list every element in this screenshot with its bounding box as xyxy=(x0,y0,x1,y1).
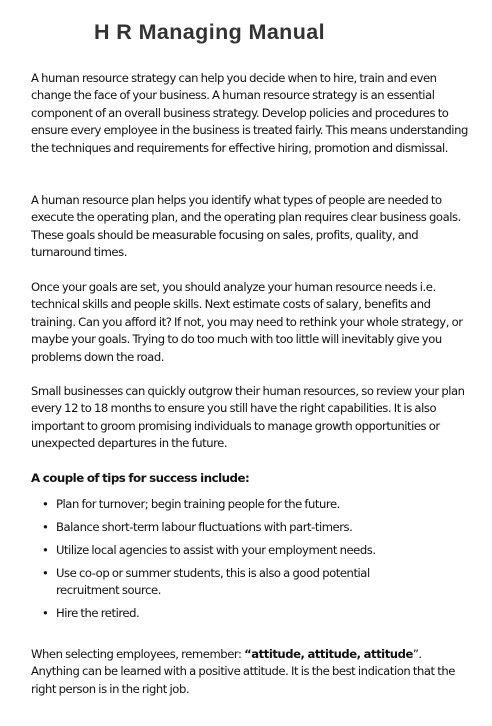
list-item-text: Hire the retired. xyxy=(56,606,140,621)
paragraph-small-businesses xyxy=(31,383,471,453)
paragraph-text: A human resource strategy can help you decide when to hire, train and even change the face of your business. A human resource strategy is an essential component of an overall business strategy. Develop policies and procedures to ensure every employee in the business is treated fairly. This means understanding the techniques and requirements for effective hiring, promotion and dismissal. xyxy=(31,71,468,155)
bullet-icon: • xyxy=(42,520,49,534)
list-item-text: Use co-op or summer students, this is also a good potential recruitment source. xyxy=(56,566,370,598)
closing-emphasis: “attitude, attitude, attitude xyxy=(244,647,413,661)
page-title: H R Managing Manual xyxy=(94,20,325,44)
list-item xyxy=(31,542,416,559)
bullet-icon: • xyxy=(42,543,49,557)
closing-rest: ”. Anything can be learned with a positive attitude. It is the best indication that the right person is in the right job. xyxy=(31,647,455,696)
paragraph-text: Once your goals are set, you should analyze your human resource needs i.e. technical skills and people skills. Next estimate costs of salary, benefits and training. Can you afford it? If not, you may need to rethink your whole strategy, or maybe your goals. Trying to do too much with too little will inevitably give you problems down the road. xyxy=(31,280,463,364)
closing-lead: When selecting employees, remember: xyxy=(31,647,245,661)
paragraph-text: A human resource plan helps you identify what types of people are needed to execute the operating plan, and the operating plan requires clear business goals. These goals should be measurable focusing on sales, profits, quality, and turnaround times. xyxy=(31,193,461,260)
bullet-icon: • xyxy=(42,606,49,621)
paragraph-goals xyxy=(31,279,471,366)
tips-list xyxy=(31,496,471,628)
list-item xyxy=(31,605,416,622)
paragraph-text: Small businesses can quickly outgrow their human resources, so review your plan every 12 to 18 months to ensure you still have the right capabilities. It is also important to groom promising individuals to manage growth opportunities or unexpected departures in the future. xyxy=(31,384,465,451)
paragraph-hr-plan xyxy=(31,192,471,262)
list-item-text: Balance short-term labour fluctuations with part-timers. xyxy=(56,520,353,534)
tips-heading: A couple of tips for success include: xyxy=(31,471,250,485)
bullet-icon: • xyxy=(42,497,49,511)
list-item xyxy=(31,519,416,536)
closing-text xyxy=(31,646,471,698)
list-item xyxy=(31,496,416,513)
bullet-icon: • xyxy=(42,566,49,580)
closing-paragraph xyxy=(31,646,471,698)
list-item-text: Plan for turnover; begin training people for the future. xyxy=(56,497,340,511)
list-item-text: Utilize local agencies to assist with your employment needs. xyxy=(56,543,376,557)
list-item xyxy=(31,565,416,600)
paragraph-hr-strategy xyxy=(31,70,471,157)
